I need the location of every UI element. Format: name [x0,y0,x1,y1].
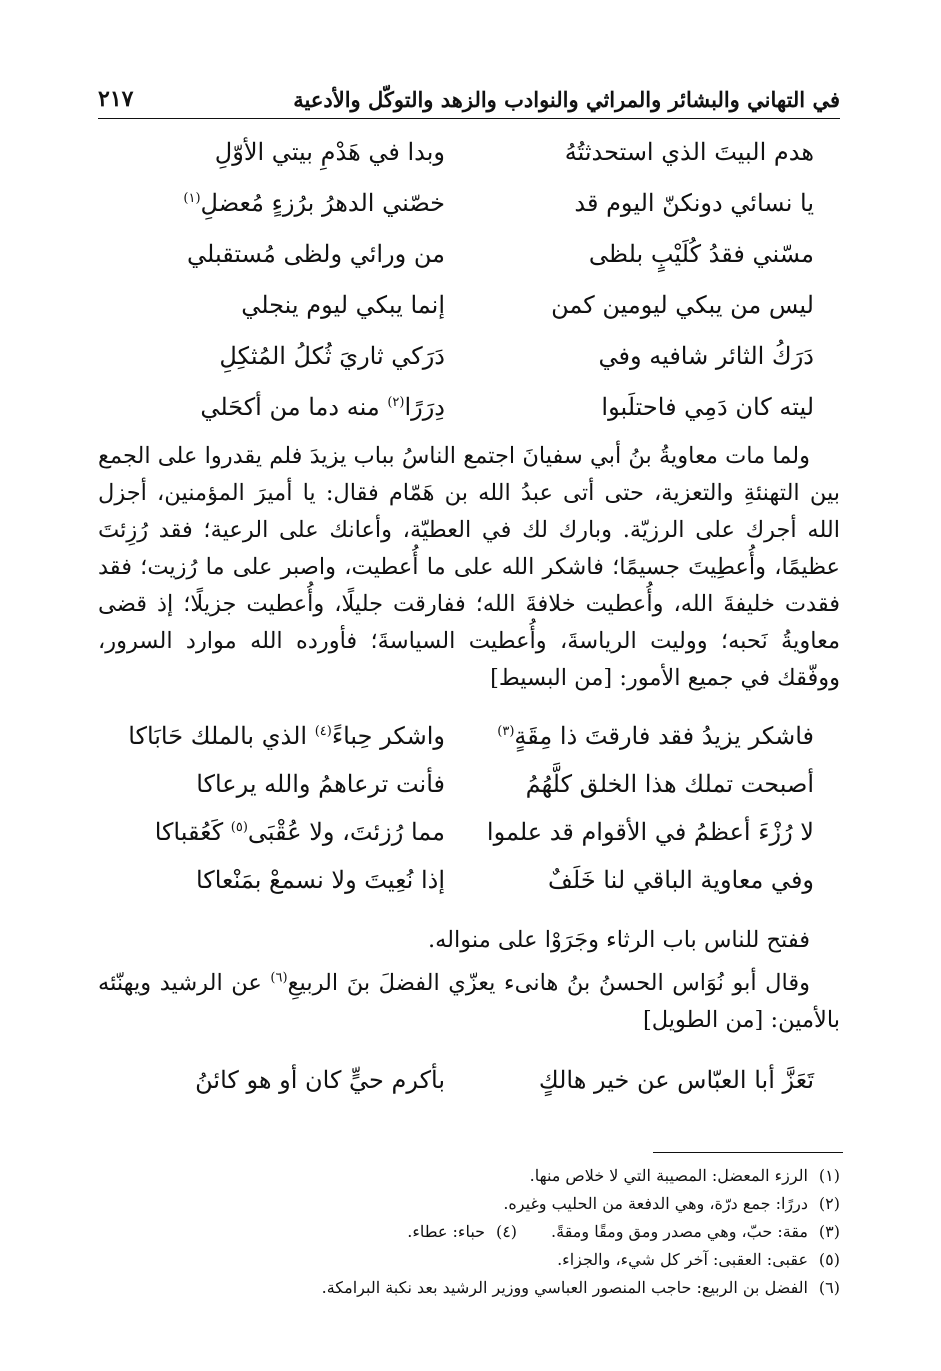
meter-label: [من الطويل] [642,1007,764,1033]
verse-line [98,189,840,240]
verse-second-hemistich: من ورائي ولظى مُستقبلي [187,240,445,268]
footnote-ref: (٤) [314,724,332,739]
footnote-text: مقة: حبّ، وهي مصدر ومق ومقًا ومقةً. [551,1222,808,1241]
page-header [98,86,840,119]
footnote-number: (٥) [818,1250,840,1269]
footnote-number: (١) [818,1166,840,1185]
footnote [98,1246,840,1274]
verse-second-hemistich: دَرَكي ثاريَ ثُكلُ المُثكِلِ [219,342,445,370]
verse-second-hemistich: وبدا في هَدْمِ بيتي الأوّلِ [214,138,445,166]
footnotes [98,1162,840,1302]
verse-line [98,1066,840,1117]
footnote [98,1162,840,1190]
verse-second-hemistich: واشكر حِباءً$^{(٤)}$ الذي بالملك حَابَاكا [128,722,445,750]
footnote-number: (٣) [818,1222,840,1241]
verse-line [98,342,840,393]
verse-first-hemistich: ليس من يبكي ليومين كمن [551,291,814,319]
verse-first-hemistich: لا رُزْءَ أعظمُ في الأقوام قد علموا [486,818,814,846]
verse-second-hemistich: إذا نُعِيتَ ولا نسمعْ بمَنْعاكا [195,866,445,894]
poem-block-2 [98,722,840,914]
footnote-ref: (٥) [230,820,248,835]
verse-first-hemistich: ليته كان دَمِي فاحتلَبوا [601,393,814,421]
poem-block-1 [98,138,840,444]
footnote [98,1218,840,1246]
verse-first-hemistich: دَرَكُ الثائر شافيه وفي [598,342,814,370]
verse-line [98,138,840,189]
footnote-text: الفضل بن الربيع: حاجب المنصور العباسي ووزير الرشيد بعد نكبة البرامكة. [321,1278,808,1297]
footnote-number: (٤) [495,1222,518,1241]
verse-second-hemistich: مما رُزئتَ، ولا عُقْبَى$^{(٥)}$ كَعُقباكا [154,818,445,846]
paragraph: وقال أبو نُوَاس الحسنُ بنُ هانىء يعزّي الفضلَ بنَ الربيعِ$^{(٦)}$ عن الرشيد ويهنّئه بالأمين: [من الطويل] [98,970,840,1033]
verse-line [98,770,840,818]
footnote [98,1274,840,1302]
footnote [98,1190,840,1218]
verse-second-hemistich: خصّني الدهرُ برُزءٍ مُعضلِ$^{(١)}$ [183,189,445,217]
prose-block-2 [98,922,840,1039]
meter-label: [من البسيط] [490,665,613,691]
footnote-ref: (٦) [270,970,288,986]
running-title: في التهاني والبشائر والمراثي والنوادب والزهد والتوكّل والأدعية [293,87,840,112]
page-number: ٢١٧ [98,86,134,112]
verse-line [98,240,840,291]
verse-first-hemistich: مسّني فقدُ كُلَيْبٍ بلظى [588,240,814,268]
verse-first-hemistich: وفي معاوية الباقي لنا خَلَفٌ [548,866,814,894]
paragraph: ففتح للناس باب الرثاء وجَرَوْا على منواله. [427,927,810,953]
poem-block-3 [98,1066,840,1117]
footnote-text: دررًا: جمع درّة، وهي الدفعة من الحليب وغيره. [503,1194,808,1213]
footnote-ref: (١) [183,191,201,206]
footnote-ref: (٢) [387,395,405,410]
verse-first-hemistich: فاشكر يزيدُ فقد فارقتَ ذا مِقَةٍ$^{(٣)}$ [497,722,814,750]
verse-first-hemistich: تَعَزَّ أبا العبّاس عن خير هالكٍ [538,1066,814,1094]
footnote-text: عقبى: العقبى: آخر كل شيء، والجزاء. [557,1250,808,1269]
verse-second-hemistich: إنما يبكي ليوم ينجلي [241,291,445,319]
verse-line [98,291,840,342]
footnote-number: (٦) [818,1278,840,1297]
verse-first-hemistich: هدم البيتَ الذي استحدثتُهُ [564,138,814,166]
verse-second-hemistich: بأكرم حيٍّ كان أو هو كائنُ [195,1066,445,1094]
verse-line [98,393,840,444]
paragraph: ولما مات معاويةُ بنُ أبي سفيانَ اجتمع الناسُ بباب يزيدَ فلم يقدروا على الجمع بين التهنئةِ والتعزية، حتى أتى عبدُ الله بن هَمّام فقال: يا أميرَ المؤمنين، أجزل الله أجرك على الرزيّة. وبارك لك في العطيّة، وأعانك على الرعية؛ فقد رُزِئتَ عظيمًا، وأُعطِيتَ جسيمًا؛ فاشكر الله على ما أُعطيت، واصبر على ما رُزيت؛ فقد فقدت خليفةَ الله، وأُعطيت خلافةَ الله؛ ففارقت جليلًا، وأُعطيت جزيلًا؛ إذ قضى معاويةُ نَحبه؛ ووليت الرياسةَ، وأُعطيت السياسةَ؛ فأورده الله موارد السرور، ووفّقك في جميع الأمور: [من البسيط] [98,443,840,691]
verse-line [98,722,840,770]
footnote-separator [653,1152,843,1153]
verse-line [98,866,840,914]
verse-second-hemistich: فأنت ترعاهمُ والله يرعاكا [196,770,445,798]
verse-second-hemistich: دِرَرًا$^{(٢)}$ منه دما من أكحَلي [200,393,445,421]
footnote-ref: (٣) [497,724,515,739]
footnote-text: الرزء المعضل: المصيبة التي لا خلاص منها. [529,1166,808,1185]
prose-block-1 [98,438,840,697]
verse-line [98,818,840,866]
footnote-text: حباء: عطاء. [407,1222,486,1241]
verse-first-hemistich: أصبحت تملك هذا الخلق كلَّهُمُ [525,770,814,798]
verse-first-hemistich: يا نسائي دونكنّ اليوم قد [574,189,814,217]
footnote-number: (٢) [818,1194,840,1213]
